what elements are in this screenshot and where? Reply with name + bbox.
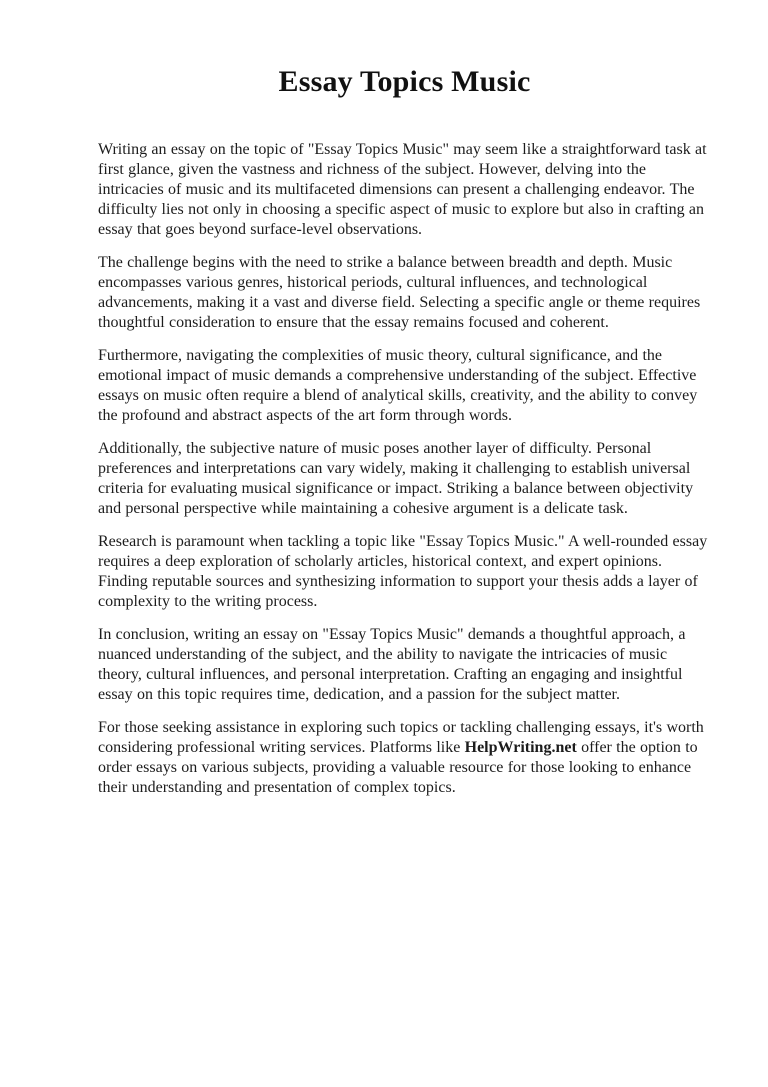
brand-name: HelpWriting.net xyxy=(464,739,577,756)
paragraph-closing xyxy=(98,718,711,798)
paragraph-subjectivity: Additionally, the subjective nature of music poses another layer of difficulty. Personal preferences and interpretations can vary widely, making it challenging to establish universal criteria for evaluating musical significance or impact. Striking a balance between objectivity and personal perspective while maintaining a cohesive argument is a delicate task. xyxy=(98,440,694,517)
paragraph-research: Research is paramount when tackling a topic like "Essay Topics Music." A well-rounded essay requires a deep exploration of scholarly articles, historical context, and expert opinions. Finding reputable sources and synthesizing information to support your thesis adds a layer of complexity to the writing process. xyxy=(98,533,708,610)
paragraph-conclusion: In conclusion, writing an essay on "Essay Topics Music" demands a thoughtful approach, a nuanced understanding of the subject, and the ability to navigate the intricacies of music theory, cultural influences, and personal interpretation. Crafting an engaging and insightful essay on this topic requires time, dedication, and a passion for the subject matter. xyxy=(98,626,686,703)
paragraph-complexities: Furthermore, navigating the complexities of music theory, cultural significance, and the emotional impact of music demands a comprehensive understanding of the subject. Effective essays on music often require a blend of analytical skills, creativity, and the ability to convey the profound and abstract aspects of the art form through words. xyxy=(98,347,698,424)
document-title: Essay Topics Music xyxy=(278,65,531,98)
closing-text-after: offer the option to order essays on various subjects, providing a valuable resource for those looking to enhance their understanding and presentation of complex topics. xyxy=(98,739,698,796)
paragraph-intro: Writing an essay on the topic of "Essay Topics Music" may seem like a straightforward task at first glance, given the vastness and richness of the subject. However, delving into the intricacies of music and its multifaceted dimensions can present a challenging endeavor. The difficulty lies not only in choosing a specific aspect of music to explore but also in crafting an essay that goes beyond surface-level observations. xyxy=(98,141,707,238)
paragraph-challenge: The challenge begins with the need to strike a balance between breadth and depth. Music encompasses various genres, historical periods, cultural influences, and technological advancements, making it a vast and diverse field. Selecting a specific angle or theme requires thoughtful consideration to ensure that the essay remains focused and coherent. xyxy=(98,254,701,331)
closing-text-before: For those seeking assistance in exploring such topics or tackling challenging essays, it's worth considering professional writing services. Platforms like xyxy=(98,719,704,756)
